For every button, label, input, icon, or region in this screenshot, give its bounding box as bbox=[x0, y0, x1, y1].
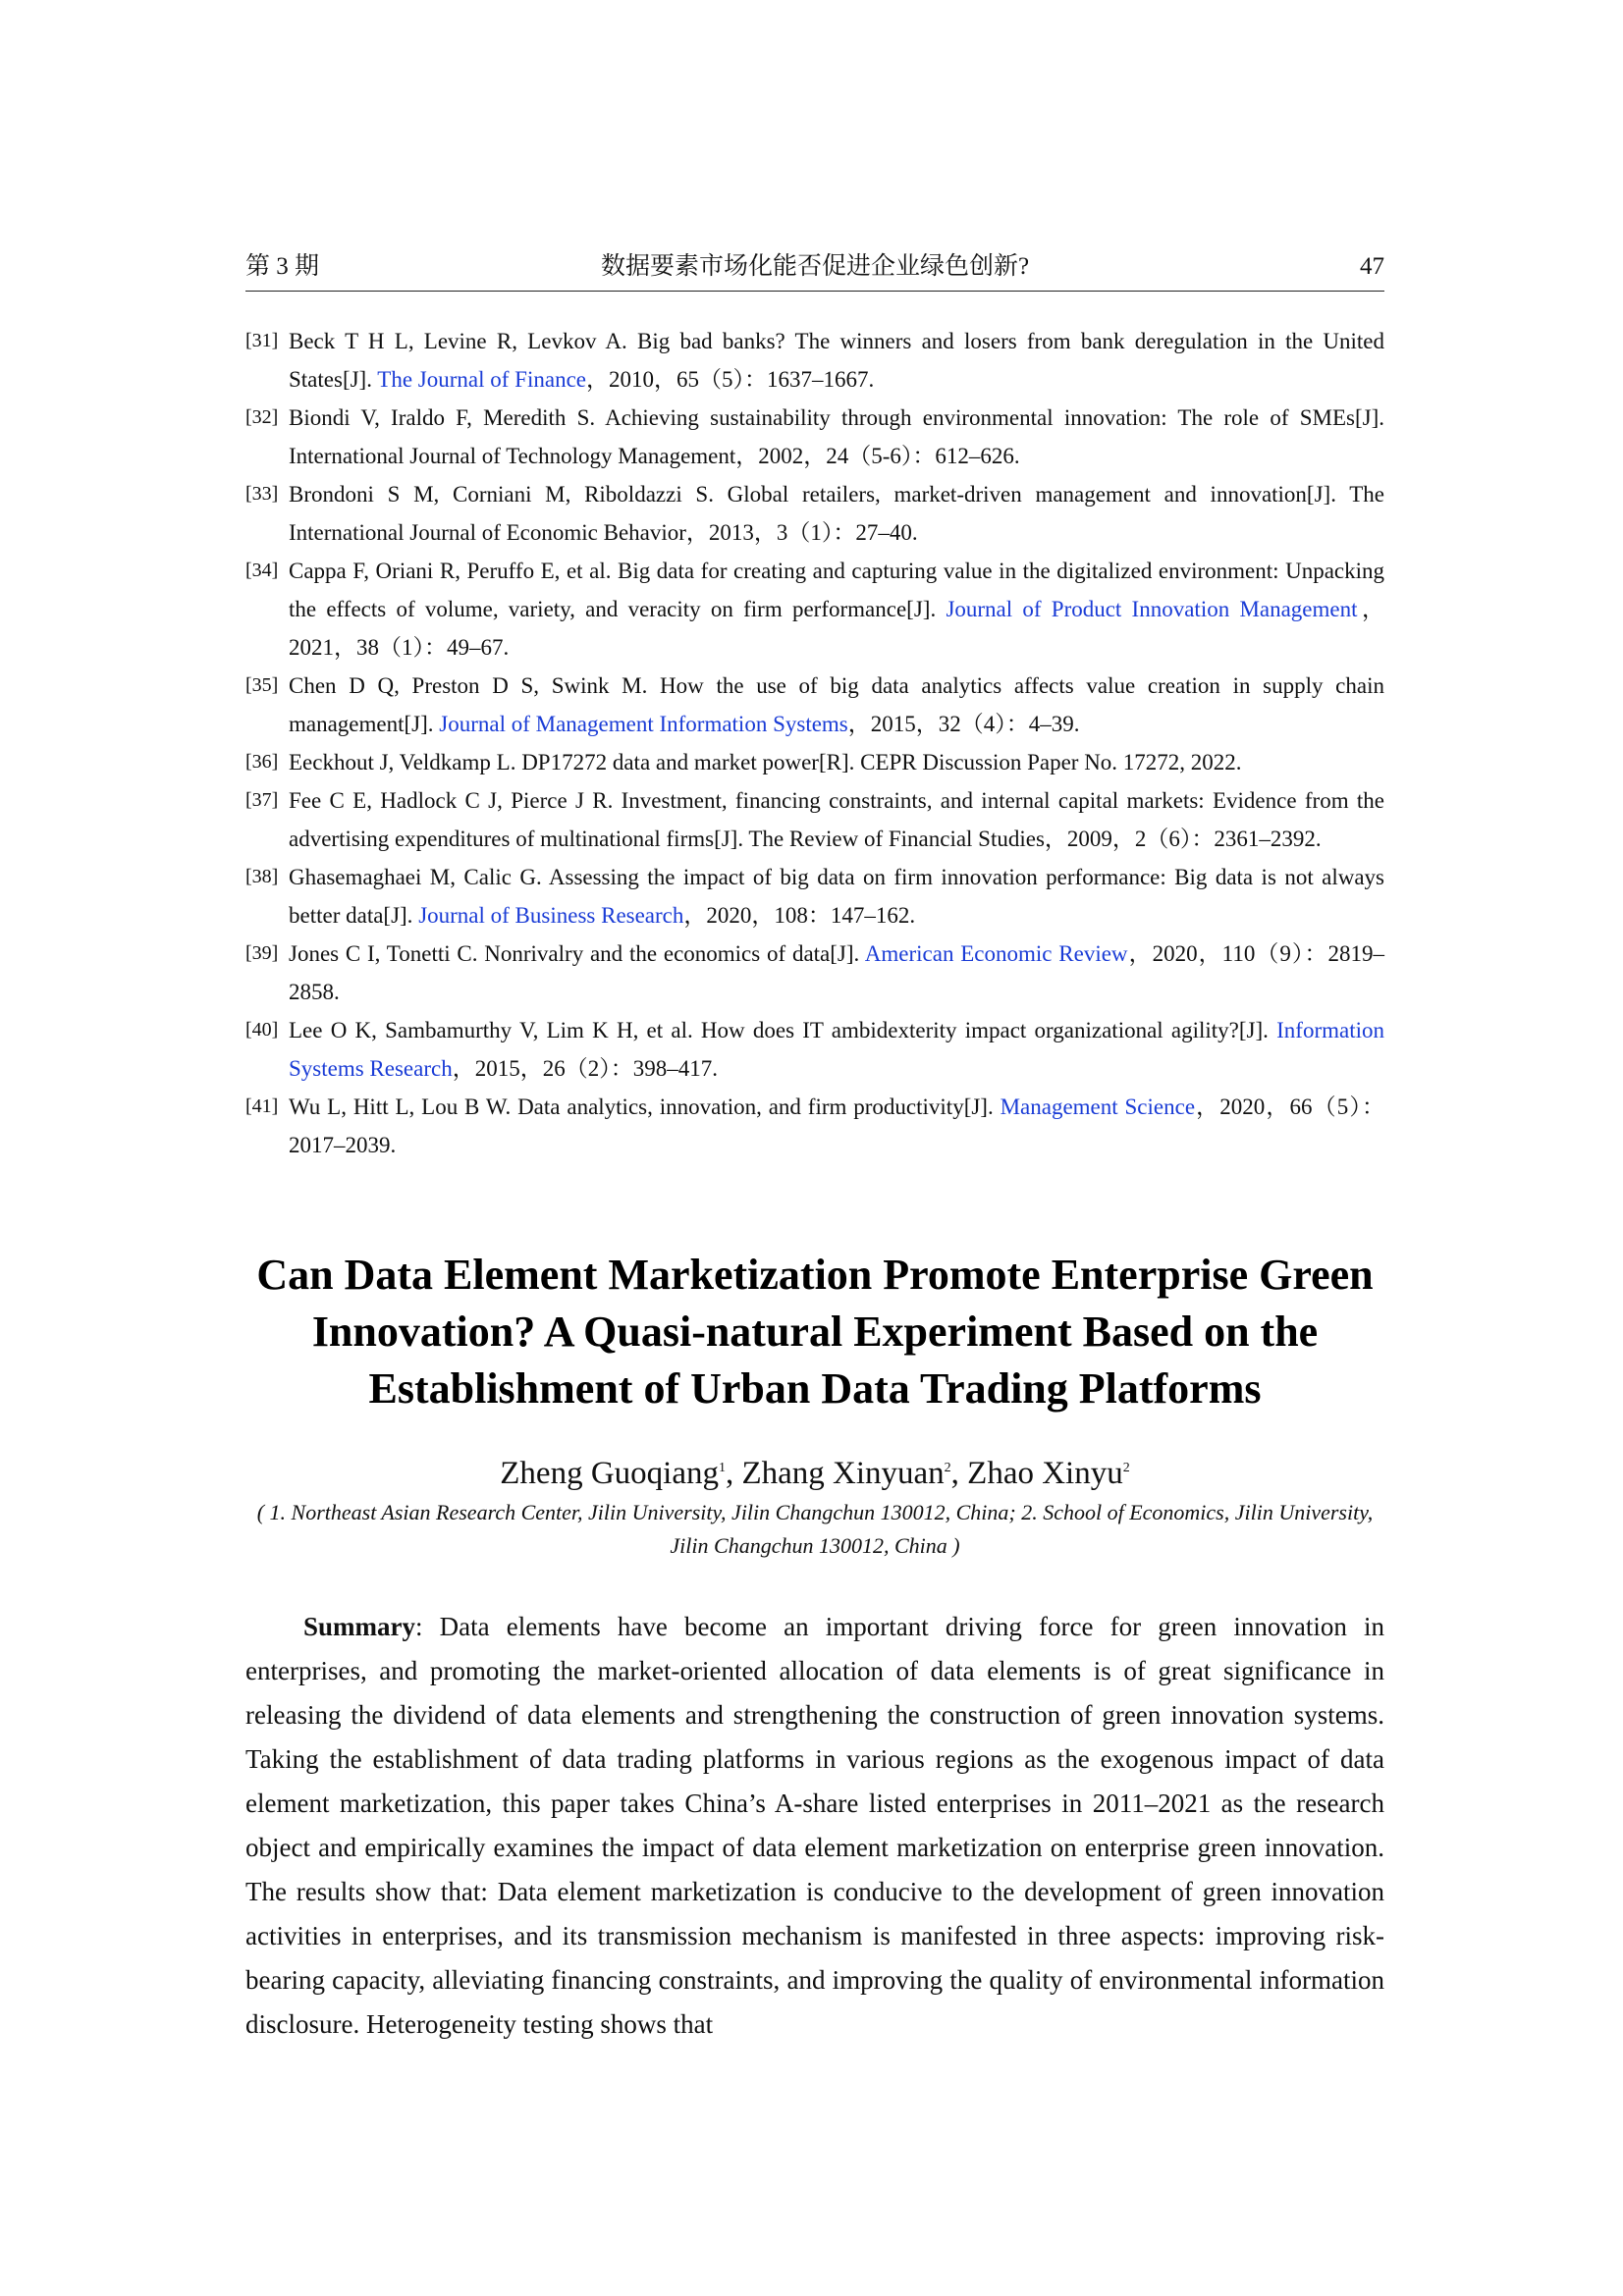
author-name: Zheng Guoqiang bbox=[500, 1456, 719, 1491]
reference-item bbox=[245, 552, 1384, 667]
author-affiliation-marker: 2 bbox=[944, 1461, 951, 1475]
reference-citation: Lee O K, Sambamurthy V, Lim K H, et al. How does IT ambidexterity impact organizational agility?[J]. bbox=[289, 1018, 1277, 1042]
author-name: Zhao Xinyu bbox=[967, 1456, 1123, 1491]
page-number: 47 bbox=[1360, 253, 1384, 280]
reference-citation: Eeckhout J, Veldkamp L. DP17272 data and market power[R]. CEPR Discussion Paper No. 17272, 2022. bbox=[289, 750, 1242, 774]
reference-tail: ，2021，38（1）：49–67. bbox=[289, 597, 1385, 660]
reference-item bbox=[245, 781, 1384, 858]
reference-tail: ，2015，32（4）：4–39. bbox=[847, 712, 1080, 736]
reference-item bbox=[245, 399, 1384, 475]
reference-text bbox=[289, 399, 1384, 475]
reference-citation: Ghasemaghaei M, Calic G. Assessing the impact of big data on firm innovation performance: Big data is not always better data[J]. bbox=[289, 865, 1384, 928]
reference-tail: ，2020，110（9）：2819–2858. bbox=[289, 941, 1384, 1004]
reference-item bbox=[245, 934, 1384, 1011]
reference-citation: Beck T H L, Levine R, Levkov A. Big bad banks? The winners and losers from bank deregulation in the United States[J]. bbox=[289, 329, 1384, 392]
summary-text: : Data elements have become an important driving force for green innovation in enterprises, and promoting the market-oriented allocation of data elements is of great significance in releasing the dividend of data elements and strengthening the construction of green innovation systems. Taking the establishment of data trading platforms in various regions as the exogenous impact of data element marketization, this paper takes China’s A-share listed enterprises in 2011–2021 as the research object and empirically examines the impact of data element marketization on enterprise green innovation. The results show that: Data element marketization is conducive to the development of green innovation activities in enterprises, and its transmission mechanism is manifested in three aspects: improving risk-bearing capacity, alleviating financing constraints, and improving the quality of environmental information disclosure. Heterogeneity testing shows that bbox=[245, 1612, 1384, 2039]
reference-tail: ，2020，66（5）：2017–2039. bbox=[289, 1095, 1384, 1157]
running-header bbox=[245, 247, 1384, 287]
author-affiliation-marker: 1 bbox=[718, 1461, 726, 1475]
reference-tail: ，2015，26（2）：398–417. bbox=[452, 1056, 718, 1081]
header-rule bbox=[245, 291, 1384, 292]
reference-item bbox=[245, 743, 1384, 781]
reference-text bbox=[289, 667, 1384, 743]
reference-list bbox=[245, 322, 1384, 1164]
reference-citation: Wu L, Hitt L, Lou B W. Data analytics, innovation, and firm productivity[J]. bbox=[289, 1095, 1001, 1119]
reference-text bbox=[289, 858, 1384, 934]
reference-item bbox=[245, 667, 1384, 743]
reference-item bbox=[245, 858, 1384, 934]
author-list: Zheng Guoqiang$^1$, Zhang Xinyuan$^2$, Zhao Xinyu$^2$ bbox=[500, 1456, 1130, 1491]
author-name: Zhang Xinyuan bbox=[741, 1456, 945, 1491]
reference-item bbox=[245, 1088, 1384, 1164]
reference-number: [34] bbox=[245, 560, 279, 581]
issue-label: 第 3 期 bbox=[245, 253, 320, 280]
journal-link[interactable]: Journal of Business Research bbox=[418, 903, 684, 928]
reference-citation: Cappa F, Oriani R, Peruffo E, et al. Big data for creating and capturing value in the digitalized environment: Unpacking the effects of volume, variety, and veracity on firm performance[J]. bbox=[289, 559, 1384, 621]
reference-number: [39] bbox=[245, 942, 279, 964]
reference-number: [37] bbox=[245, 789, 279, 811]
reference-number: [41] bbox=[245, 1095, 279, 1117]
reference-number: [32] bbox=[245, 406, 279, 428]
journal-link[interactable]: Management Science bbox=[1000, 1095, 1196, 1119]
reference-citation: Biondi V, Iraldo F, Meredith S. Achieving sustainability through environmental innovation: The role of SMEs[J]. International Journal of Technology Management，2002，24（5-6）：612–626. bbox=[289, 405, 1384, 468]
reference-text bbox=[289, 1011, 1384, 1088]
reference-citation: Jones C I, Tonetti C. Nonrivalry and the economics of data[J]. bbox=[289, 941, 865, 966]
summary-label: Summary bbox=[303, 1612, 415, 1641]
article-title: Can Data Element Marketization Promote Enterprise Green Innovation? A Quasi-natural Experiment Based on the Establishment of Urban Data Trading Platforms bbox=[256, 1251, 1374, 1413]
reference-tail: ，2010，65（5）：1637–1667. bbox=[585, 367, 875, 392]
reference-text bbox=[289, 475, 1384, 552]
reference-text bbox=[289, 934, 1384, 1011]
reference-number: [40] bbox=[245, 1019, 279, 1041]
running-title: 数据要素市场化能否促进企业绿色创新? bbox=[600, 253, 1030, 280]
journal-link[interactable]: Information Systems Research bbox=[289, 1018, 1384, 1081]
reference-text bbox=[289, 1088, 1384, 1164]
journal-link[interactable]: Journal of Management Information Systems bbox=[439, 712, 848, 736]
reference-text bbox=[289, 743, 1384, 781]
reference-number: [31] bbox=[245, 330, 279, 351]
reference-text bbox=[289, 781, 1384, 858]
affiliations: ( 1. Northeast Asian Research Center, Jilin University, Jilin Changchun 130012, China; 2. School of Economics, Jilin University, Jilin Changchun 130012, China ) bbox=[256, 1500, 1374, 1558]
reference-number: [33] bbox=[245, 483, 279, 505]
reference-item bbox=[245, 1011, 1384, 1088]
author-affiliation-marker: 2 bbox=[1122, 1461, 1130, 1475]
reference-citation: Chen D Q, Preston D S, Swink M. How the use of big data analytics affects value creation in supply chain management[J]. bbox=[289, 673, 1384, 736]
journal-link[interactable]: The Journal of Finance bbox=[377, 367, 586, 392]
reference-tail: ，2020，108：147–162. bbox=[683, 903, 916, 928]
reference-text bbox=[289, 322, 1384, 399]
reference-number: [35] bbox=[245, 674, 279, 696]
summary-paragraph bbox=[245, 1605, 1384, 2047]
reference-item bbox=[245, 322, 1384, 399]
reference-item bbox=[245, 475, 1384, 552]
journal-link[interactable]: American Economic Review bbox=[864, 941, 1128, 966]
reference-citation: Brondoni S M, Corniani M, Riboldazzi S. Global retailers, market-driven management and innovation[J]. The International Journal of Economic Behavior，2013，3（1）：27–40. bbox=[289, 482, 1384, 545]
reference-citation: Fee C E, Hadlock C J, Pierce J R. Investment, financing constraints, and internal capital markets: Evidence from the advertising expenditures of multinational firms[J]. The Review of Financial Studies，2009，2（6）：2361–2392. bbox=[289, 788, 1384, 851]
reference-number: [38] bbox=[245, 866, 279, 887]
reference-text bbox=[289, 552, 1384, 667]
reference-number: [36] bbox=[245, 751, 279, 773]
journal-link[interactable]: Journal of Product Innovation Management bbox=[946, 597, 1358, 621]
